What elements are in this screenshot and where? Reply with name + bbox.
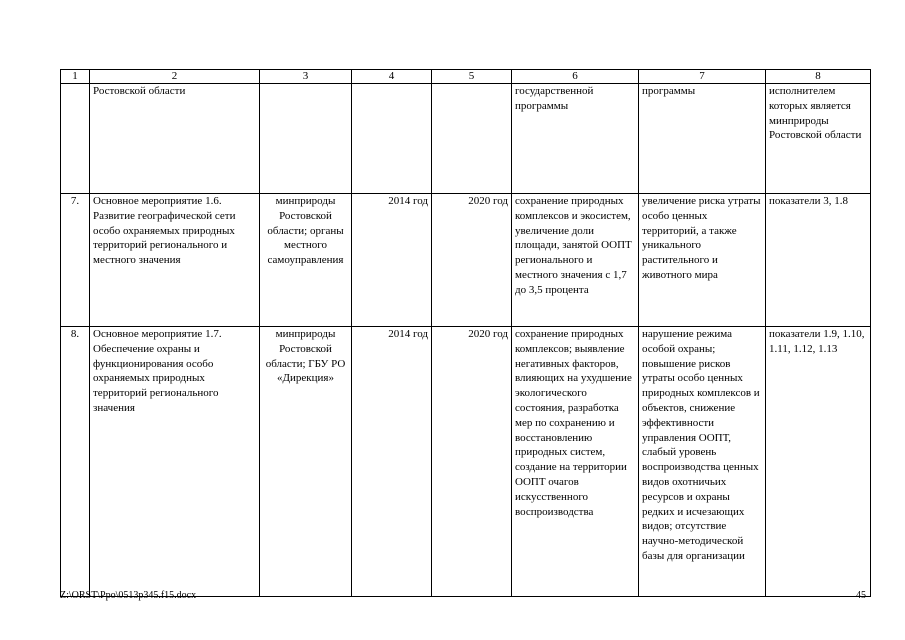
non-implementation-consequence: программы [639, 84, 766, 194]
table-row [61, 194, 871, 327]
indicator-link: исполнителем которых является минприроды Ростовской области [766, 84, 871, 194]
indicator-link: показатели 1.9, 1.10, 1.11, 1.12, 1.13 [766, 327, 871, 597]
row-number [61, 84, 90, 194]
header-cell: 6 [512, 70, 639, 84]
expected-result: сохранение природных комплексов; выявление негативных факторов, влияющих на ухудшение экологического состояния, разработка мер по сохранению и восстановлению природных систем, создание на территории ООПТ очагов искусственного воспроизводства [512, 327, 639, 597]
expected-result: сохранение природных комплексов и экосистем, увеличение доли площади, занятой ООПТ регионального и местного значения с 1,7 до 3,5 процента [512, 194, 639, 327]
expected-result: государственной программы [512, 84, 639, 194]
executor [260, 84, 352, 194]
table-row [61, 327, 871, 597]
header-cell: 2 [90, 70, 260, 84]
header-cell: 5 [432, 70, 512, 84]
row-number: 8. [61, 327, 90, 597]
end-year: 2020 год [432, 327, 512, 597]
row-number: 7. [61, 194, 90, 327]
start-year [352, 84, 432, 194]
non-implementation-consequence: нарушение режима особой охраны; повышение рисков утраты особо ценных природных комплексов и объектов, снижение эффективности управления ООПТ, слабый уровень воспроизводства ценных видов охотничьих ресурсов и охраны редких и исчезающих видов; отсутствие научно-методической базы для организации [639, 327, 766, 597]
header-cell: 8 [766, 70, 871, 84]
end-year: 2020 год [432, 194, 512, 327]
header-cell: 3 [260, 70, 352, 84]
start-year: 2014 год [352, 327, 432, 597]
activity-name: Основное мероприятие 1.7. Обеспечение охраны и функционирования особо охраняемых природных территорий регионального значения [90, 327, 260, 597]
table-row [61, 84, 871, 194]
non-implementation-consequence: увеличение риска утраты особо ценных территорий, а также уникального растительного и животного мира [639, 194, 766, 327]
program-table [60, 69, 871, 597]
executor: минприроды Ростовской области; ГБУ РО «Дирекция» [260, 327, 352, 597]
activity-name: Ростовской области [90, 84, 260, 194]
executor: минприроды Ростовской области; органы местного самоуправления [260, 194, 352, 327]
header-cell: 7 [639, 70, 766, 84]
indicator-link: показатели 3, 1.8 [766, 194, 871, 327]
header-row [61, 70, 871, 84]
activity-name: Основное мероприятие 1.6. Развитие географической сети особо охраняемых природных территорий регионального и местного значения [90, 194, 260, 327]
start-year: 2014 год [352, 194, 432, 327]
footer-page-number: 45 [856, 590, 866, 601]
end-year [432, 84, 512, 194]
header-cell: 4 [352, 70, 432, 84]
footer-file-path: Z:\ORST\Ppo\0513p345.f15.docx [60, 590, 197, 601]
header-cell: 1 [61, 70, 90, 84]
